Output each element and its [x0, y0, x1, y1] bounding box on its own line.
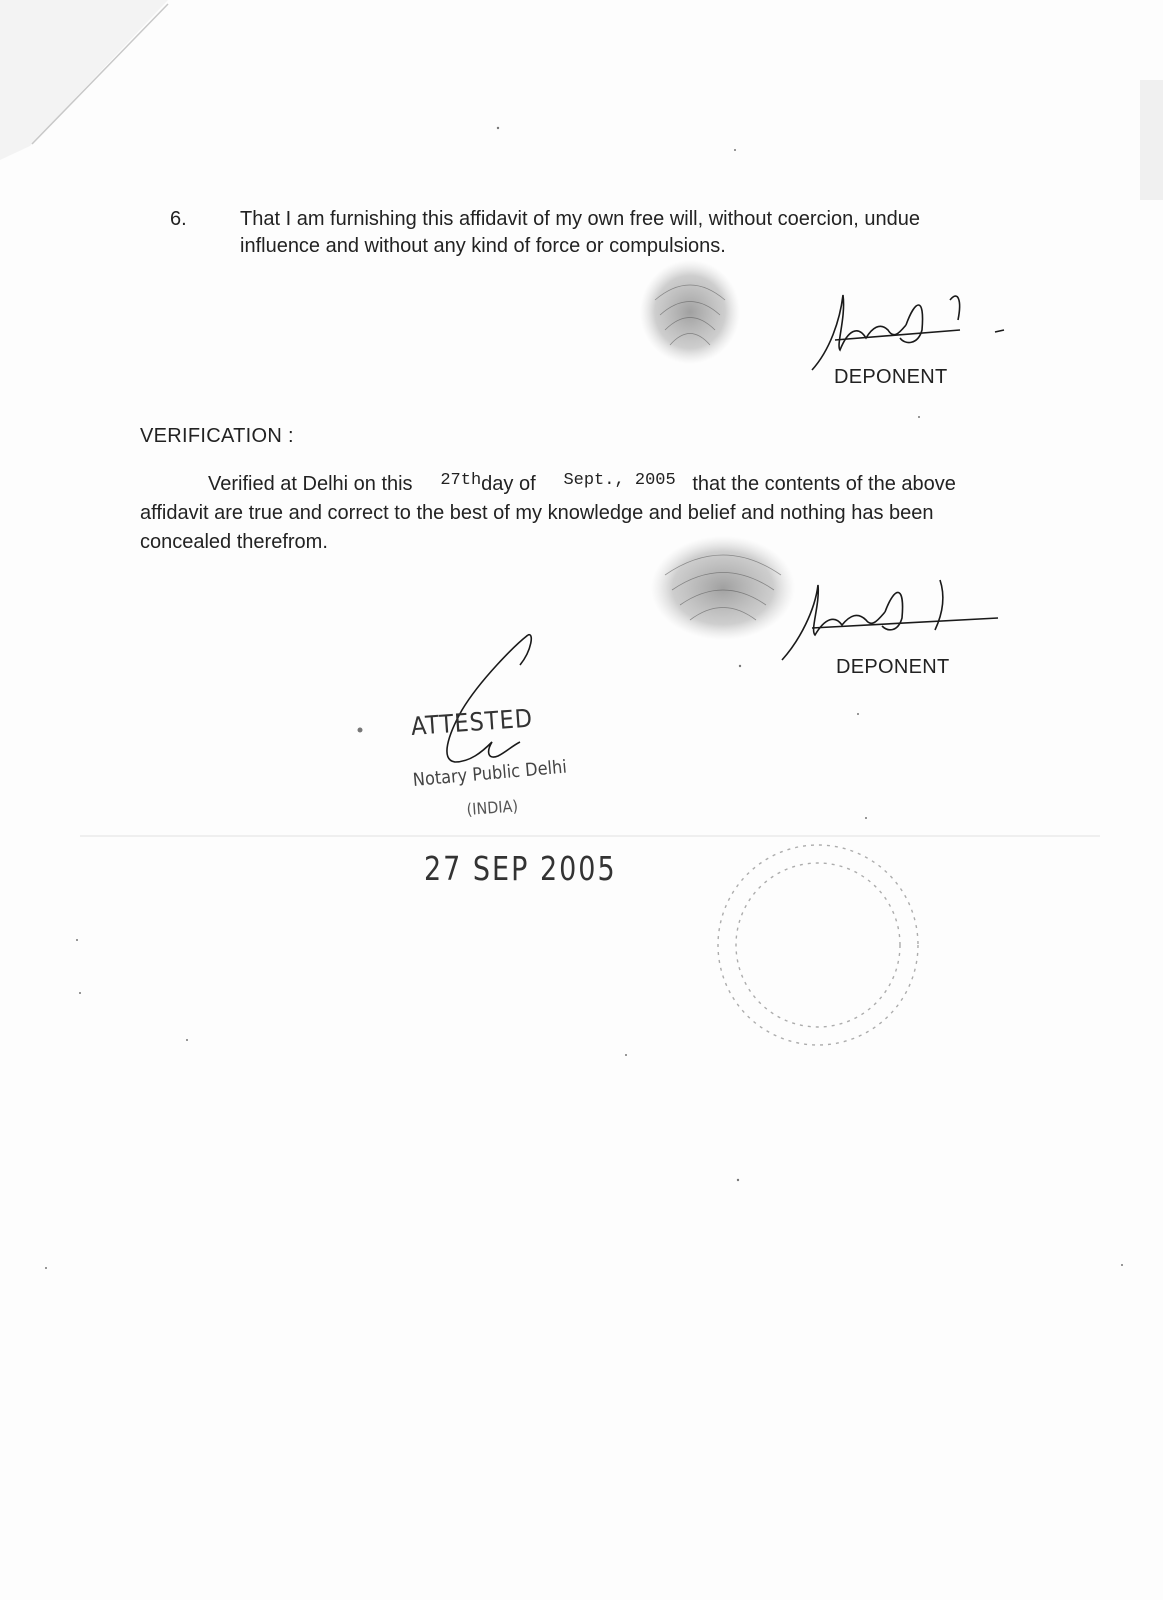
paragraph-number: 6.: [170, 208, 187, 230]
verification-part1: Verified at Delhi on this: [208, 473, 413, 495]
verification-part3: that the contents of the above affidavit are true and correct to the best of my knowledge and belief and nothing has been concealed therefrom.: [140, 473, 956, 553]
attested-stamp: ATTESTED: [410, 703, 534, 741]
notary-stamp-text: Notary Public Delhi: [412, 756, 568, 791]
notary-country: (INDIA): [466, 796, 519, 819]
verification-day: 27th: [440, 471, 482, 490]
deponent-label-1: DEPONENT: [834, 366, 948, 388]
faint-seal: [718, 845, 918, 1045]
signature-2: [782, 580, 998, 660]
verification-month-year: Sept., 2005: [563, 471, 676, 490]
thumbprint-1: [640, 260, 740, 364]
deponent-label-2: DEPONENT: [836, 656, 950, 678]
verification-text: [140, 466, 960, 557]
signature-1: [812, 295, 1004, 370]
notary-signature: [447, 635, 531, 762]
folded-corner: [0, 0, 168, 160]
verification-part2: day of: [481, 473, 536, 495]
verification-heading: VERIFICATION :: [140, 425, 294, 447]
date-stamp: 27 SEP 2005: [424, 850, 617, 889]
paragraph-text: That I am furnishing this affidavit of my own free will, without coercion, undue influence and without any kind of force or compulsions.: [240, 208, 920, 257]
specks: [45, 127, 1123, 1269]
